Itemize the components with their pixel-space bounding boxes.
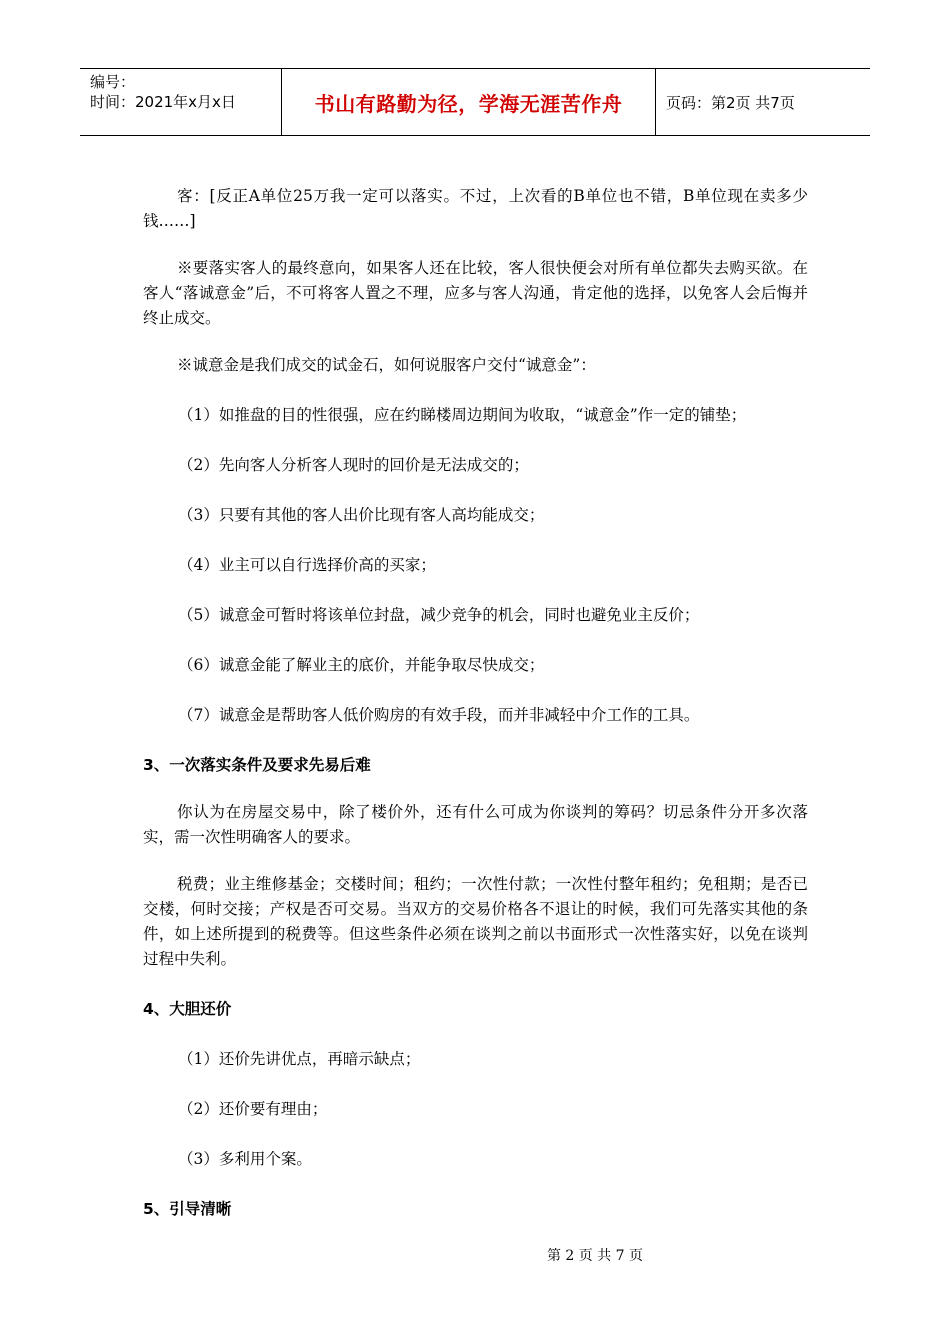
paragraph-bargaining-chips: 你认为在房屋交易中，除了楼价外，还有什么可成为你谈判的筹码？切忌条件分开多次落实，需一次性明确客人的要求。 (143, 803, 808, 846)
list-item: （4）业主可以自行选择价高的买家； (178, 556, 436, 574)
header-meta (80, 69, 282, 135)
paragraph-conditions: 税费；业主维修基金；交楼时间；租约；一次性付款；一次性付整年租约；免租期；是否已交楼，何时交接；产权是否可交易。当双方的交易价格各不退让的时候，我们可先落实其他的条件，如上述所提到的税费等。但这些条件必须在谈判之前以书面形式一次性落实好，以免在谈判过程中失利。 (143, 875, 808, 968)
header-motto: 书山有路勤为径，学海无涯苦作舟 (314, 91, 623, 116)
list-item: （6）诚意金能了解业主的底价，并能争取尽快成交； (178, 656, 545, 674)
list-item: （3）只要有其他的客人出价比现有客人高均能成交； (178, 506, 545, 524)
list-item: （5）诚意金可暂时将该单位封盘，减少竞争的机会，同时也避免业主反价； (178, 606, 700, 624)
header-motto-cell (282, 69, 656, 135)
document-body (143, 184, 808, 1222)
paragraph-note-deposit: ※诚意金是我们成交的试金石，如何说服客户交付“诚意金”： (177, 356, 596, 374)
list-item: （1）如推盘的目的性很强，应在约睇楼周边期间为收取，“诚意金”作一定的铺垫； (178, 406, 747, 424)
section-heading-4: 4、大胆还价 (143, 1000, 232, 1018)
list-item: （7）诚意金是帮助客人低价购房的有效手段，而并非减轻中介工作的工具。 (178, 706, 700, 724)
section-heading-3: 3、一次落实条件及要求先易后难 (143, 756, 371, 774)
paragraph-note-intent: ※要落实客人的最终意向，如果客人还在比较，客人很快便会对所有单位都失去购买欲。在客人“落诚意金”后，不可将客人置之不理，应多与客人沟通，肯定他的选择，以免客人会后悔并终止成交。 (143, 259, 808, 327)
paragraph-customer-quote: 客：[反正A单位25万我一定可以落实。不过，上次看的B单位也不错，B单位现在卖多少钱……] (143, 187, 808, 230)
list-item: （1）还价先讲优点，再暗示缺点； (178, 1050, 421, 1068)
document-number-label: 编号： (90, 73, 136, 91)
page-footer (0, 1245, 950, 1265)
list-item: （3）多利用个案。 (178, 1150, 312, 1168)
header-page-info-cell (656, 69, 870, 135)
footer-page-number: 第 2 页 共 7 页 (546, 1248, 644, 1264)
list-item: （2）先向客人分析客人现时的回价是无法成交的； (178, 456, 529, 474)
document-date: 时间：2021年x月x日 (90, 93, 236, 111)
section-heading-5: 5、引导清晰 (143, 1200, 232, 1218)
page-header (80, 68, 870, 136)
list-item: （2）还价要有理由； (178, 1100, 328, 1118)
header-page-info: 页码：第2页 共7页 (666, 93, 795, 112)
